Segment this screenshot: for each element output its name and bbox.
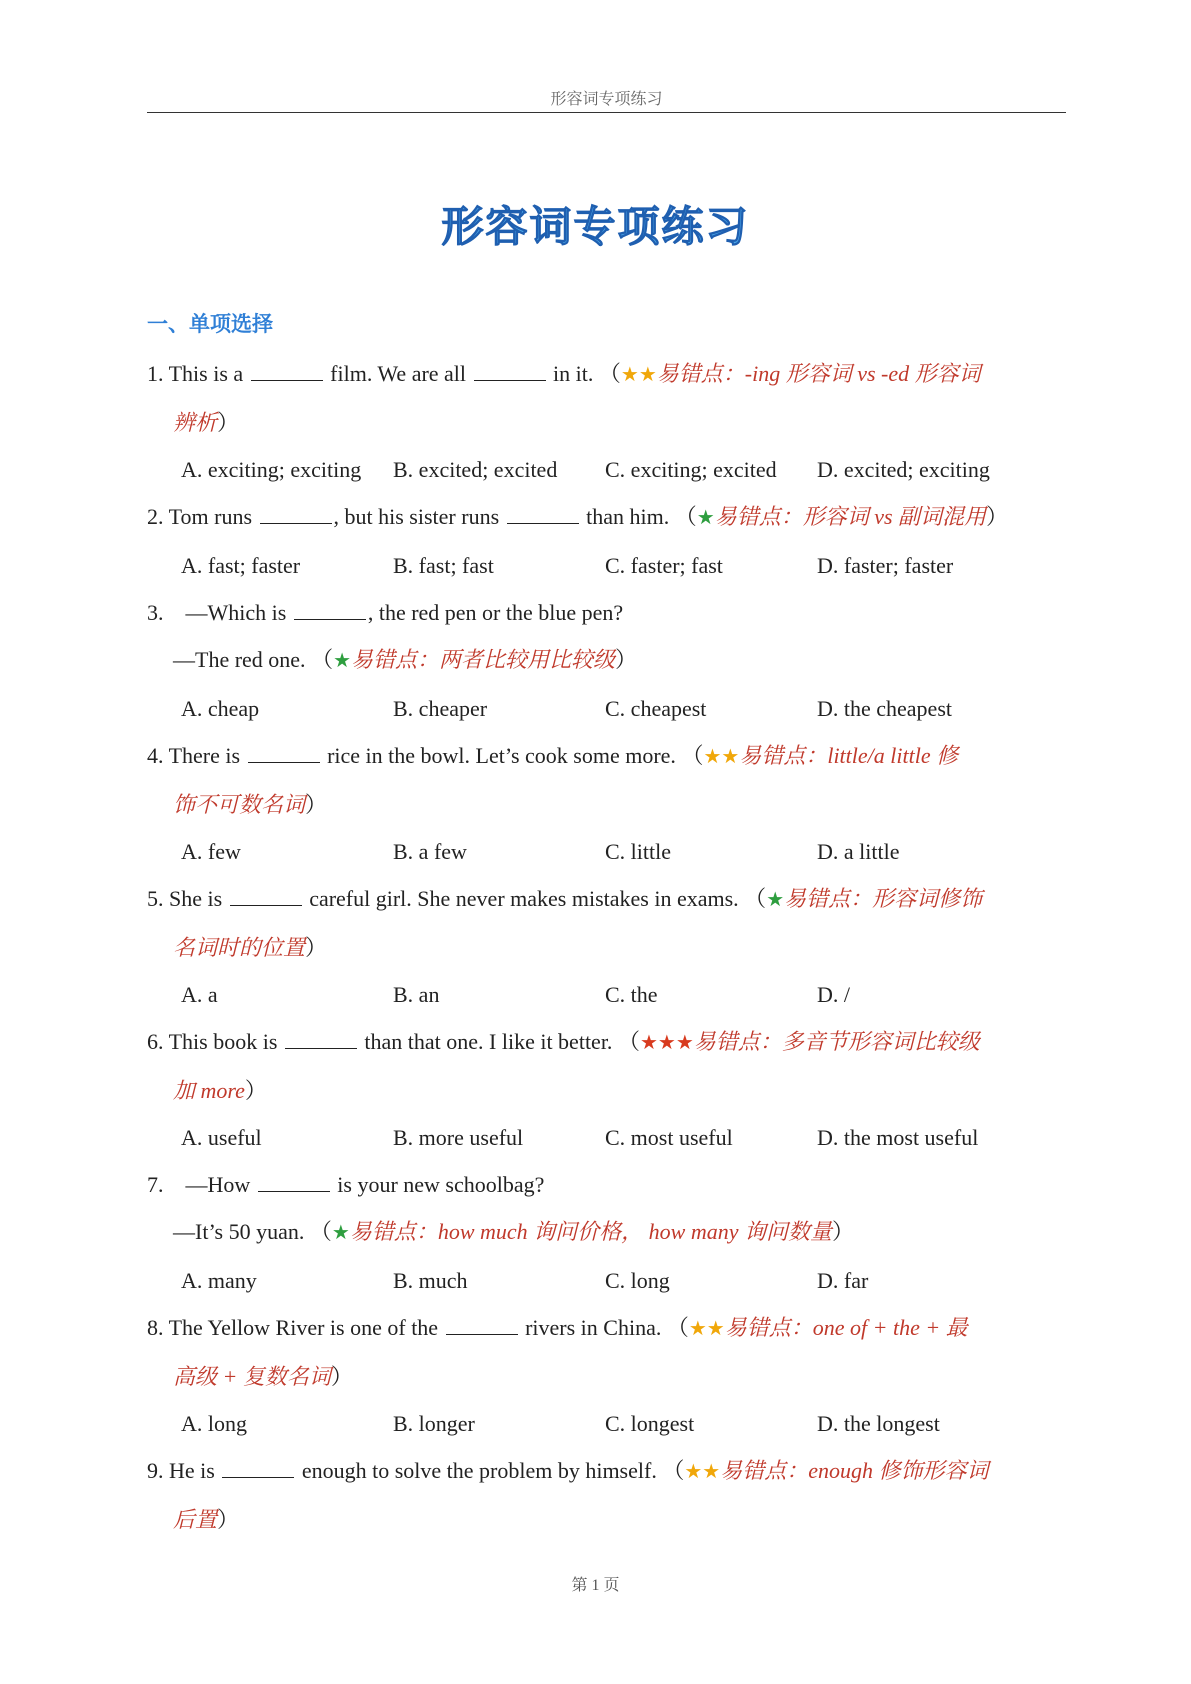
stem-text: , but his sister runs [333, 504, 505, 529]
answer-option[interactable]: B. more useful [393, 1125, 524, 1150]
answer-blank [251, 360, 323, 381]
difficulty-stars [621, 361, 657, 386]
question-stem [147, 732, 1067, 781]
hint-paren-open: （ [662, 1458, 685, 1483]
options-row [147, 685, 1067, 732]
stem-text: 5. She is [147, 886, 228, 911]
stem-text: 9. He is [147, 1458, 221, 1483]
answer-option[interactable]: B. excited; excited [393, 457, 558, 482]
answer-option[interactable]: D. the longest [817, 1411, 940, 1436]
answer-option[interactable]: D. excited; exciting [817, 457, 990, 482]
answer-option[interactable]: D. the most useful [817, 1125, 979, 1150]
hint-text: 易错点：how much 询问价格， how many 询问数量 [349, 1219, 832, 1244]
question-item [147, 1161, 1067, 1304]
hint-continuation [147, 1496, 1067, 1543]
answer-option[interactable]: B. an [393, 982, 440, 1007]
question-item [147, 1018, 1067, 1161]
hint-text: 易错点：-ing 形容词 vs -ed 形容词 [656, 361, 981, 386]
answer-option[interactable]: A. exciting; exciting [181, 457, 362, 482]
hint-paren-open: （ [311, 647, 334, 672]
answer-option[interactable]: D. faster; faster [817, 553, 954, 578]
difficulty-stars [697, 504, 715, 529]
answer-option[interactable]: C. longest [605, 1411, 695, 1436]
star-icon: ★ [721, 746, 740, 768]
answer-option[interactable]: A. a [181, 982, 218, 1007]
options-row [147, 1257, 1067, 1304]
hint-paren-close: ） [305, 935, 328, 960]
hint-continuation [147, 1067, 1067, 1114]
answer-option[interactable]: B. longer [393, 1411, 475, 1436]
question-item [147, 1447, 1067, 1543]
answer-option[interactable]: C. the [605, 982, 658, 1007]
answer-option[interactable]: B. fast; fast [393, 553, 494, 578]
hint-paren-close: ） [217, 1507, 240, 1532]
answer-option[interactable]: A. useful [181, 1125, 262, 1150]
star-icon: ★ [331, 1222, 350, 1244]
options-row [147, 1114, 1067, 1161]
answer-option[interactable]: A. many [181, 1268, 257, 1293]
star-icon: ★ [639, 1032, 658, 1054]
difficulty-stars [689, 1315, 725, 1340]
stem-text: 2. Tom runs [147, 504, 258, 529]
difficulty-stars [684, 1458, 720, 1483]
answer-text: —It’s 50 yuan. [173, 1219, 310, 1244]
answer-option[interactable]: D. / [817, 982, 850, 1007]
answer-option[interactable]: C. cheapest [605, 696, 707, 721]
stem-text: in it. [547, 361, 599, 386]
answer-blank [294, 599, 366, 620]
star-icon: ★ [620, 364, 639, 386]
question-stem [147, 1304, 1067, 1353]
stem-text: 7. —How [147, 1172, 256, 1197]
hint-paren-open: （ [598, 361, 621, 386]
star-icon: ★ [657, 1032, 676, 1054]
stem-text: film. We are all [324, 361, 472, 386]
answer-line [147, 1208, 1067, 1257]
question-item [147, 589, 1067, 732]
question-stem [147, 1161, 1067, 1208]
answer-option[interactable]: A. few [181, 839, 241, 864]
stem-text: 3. —Which is [147, 600, 292, 625]
options-row [147, 446, 1067, 493]
star-icon: ★ [333, 650, 352, 672]
hint-paren-open: （ [681, 743, 704, 768]
answer-line [147, 636, 1067, 685]
stem-text: careful girl. She never makes mistakes in exams. [303, 886, 745, 911]
stem-text: rice in the bowl. Let’s cook some more. [321, 743, 682, 768]
answer-blank [230, 885, 302, 906]
answer-option[interactable]: A. long [181, 1411, 247, 1436]
question-item [147, 875, 1067, 1018]
answer-option[interactable]: A. cheap [181, 696, 260, 721]
answer-blank [446, 1314, 518, 1335]
hint-text: 易错点：多音节形容词比较级 [693, 1029, 980, 1054]
hint-text: 易错点：形容词修饰 [784, 886, 983, 911]
stem-text: is your new schoolbag? [331, 1172, 545, 1197]
options-row [147, 1400, 1067, 1447]
star-icon: ★ [675, 1032, 694, 1054]
answer-option[interactable]: C. little [605, 839, 671, 864]
hint-paren-close: ） [217, 410, 240, 435]
answer-option[interactable]: B. cheaper [393, 696, 488, 721]
hint-text: 易错点：两者比较用比较级 [351, 647, 616, 672]
stem-text: 1. This is a [147, 361, 249, 386]
star-icon: ★ [696, 507, 715, 529]
question-item [147, 732, 1067, 875]
answer-option[interactable]: B. a few [393, 839, 467, 864]
star-icon: ★ [703, 746, 722, 768]
page-header: 形容词专项练习 [550, 91, 663, 108]
hint-text: 易错点：one of + the + 最 [724, 1315, 968, 1340]
answer-blank [507, 503, 579, 524]
hint-text: 易错点：little/a little 修 [739, 743, 959, 768]
header-divider [147, 112, 1066, 113]
hint-text-tail: 后置 [173, 1507, 218, 1532]
question-stem [147, 589, 1067, 636]
answer-option[interactable]: B. much [393, 1268, 468, 1293]
stem-text: than that one. I like it better. [358, 1029, 618, 1054]
question-stem [147, 875, 1067, 924]
star-icon: ★ [702, 1461, 721, 1483]
hint-paren-close: ） [305, 792, 328, 817]
difficulty-stars [703, 743, 739, 768]
hint-text-tail: 辨析 [173, 410, 218, 435]
hint-text-tail: 饰不可数名词 [173, 792, 306, 817]
hint-paren-close: ） [615, 647, 638, 672]
difficulty-stars [766, 886, 784, 911]
answer-blank [285, 1028, 357, 1049]
answer-option[interactable]: C. most useful [605, 1125, 733, 1150]
star-icon: ★ [638, 364, 657, 386]
answer-blank [222, 1457, 294, 1478]
hint-text-tail: 名词时的位置 [173, 935, 306, 960]
options-row [147, 828, 1067, 875]
answer-option[interactable]: C. long [605, 1268, 670, 1293]
hint-text: 易错点：形容词 vs 副词混用 [714, 504, 987, 529]
hint-paren-close: ） [832, 1219, 855, 1244]
answer-blank [474, 360, 546, 381]
hint-continuation [147, 924, 1067, 971]
document-title: 形容词专项练习 [441, 202, 750, 251]
question-stem [147, 1447, 1067, 1496]
stem-text: than him. [580, 504, 675, 529]
hint-paren-open: （ [617, 1029, 640, 1054]
difficulty-stars [333, 647, 351, 672]
answer-blank [260, 503, 332, 524]
stem-text: 8. The Yellow River is one of the [147, 1315, 444, 1340]
question-item [147, 350, 1067, 493]
hint-continuation [147, 781, 1067, 828]
answer-option[interactable]: D. a little [817, 839, 900, 864]
answer-option[interactable]: D. far [817, 1268, 869, 1293]
stem-text: rivers in China. [519, 1315, 667, 1340]
answer-option[interactable]: A. fast; faster [181, 553, 301, 578]
stem-text: 4. There is [147, 743, 246, 768]
hint-continuation [147, 399, 1067, 446]
hint-text-tail: 高级 + 复数名词 [173, 1364, 331, 1389]
answer-blank [258, 1171, 330, 1192]
page-footer: 第 1 页 [571, 1577, 620, 1594]
hint-paren-close: ） [330, 1364, 353, 1389]
question-stem [147, 350, 1067, 399]
stem-text: enough to solve the problem by himself. [296, 1458, 663, 1483]
answer-option[interactable]: C. faster; fast [605, 553, 723, 578]
star-icon: ★ [684, 1461, 703, 1483]
hint-paren-open: （ [744, 886, 767, 911]
answer-option[interactable]: C. exciting; excited [605, 457, 777, 482]
star-icon: ★ [766, 889, 785, 911]
stem-text: , the red pen or the blue pen? [367, 600, 624, 625]
options-row [147, 971, 1067, 1018]
question-stem [147, 1018, 1067, 1067]
star-icon: ★ [706, 1318, 725, 1340]
options-row [147, 542, 1067, 589]
answer-option[interactable]: D. the cheapest [817, 696, 952, 721]
hint-paren-close: ） [244, 1078, 267, 1103]
hint-paren-open: （ [666, 1315, 689, 1340]
section-heading: 一、单项选择 [147, 312, 273, 336]
hint-continuation [147, 1353, 1067, 1400]
hint-text: 易错点：enough 修饰形容词 [720, 1458, 989, 1483]
difficulty-stars [640, 1029, 694, 1054]
stem-text: 6. This book is [147, 1029, 283, 1054]
difficulty-stars [332, 1219, 350, 1244]
question-item [147, 493, 1067, 589]
question-item [147, 1304, 1067, 1447]
answer-text: —The red one. [173, 647, 312, 672]
hint-paren-open: （ [309, 1219, 332, 1244]
answer-blank [248, 742, 320, 763]
question-stem [147, 493, 1067, 542]
hint-paren-open: （ [674, 504, 697, 529]
question-list [147, 350, 1067, 1543]
star-icon: ★ [688, 1318, 707, 1340]
hint-text-tail: 加 more [173, 1078, 245, 1103]
hint-paren-close: ） [986, 504, 1009, 529]
